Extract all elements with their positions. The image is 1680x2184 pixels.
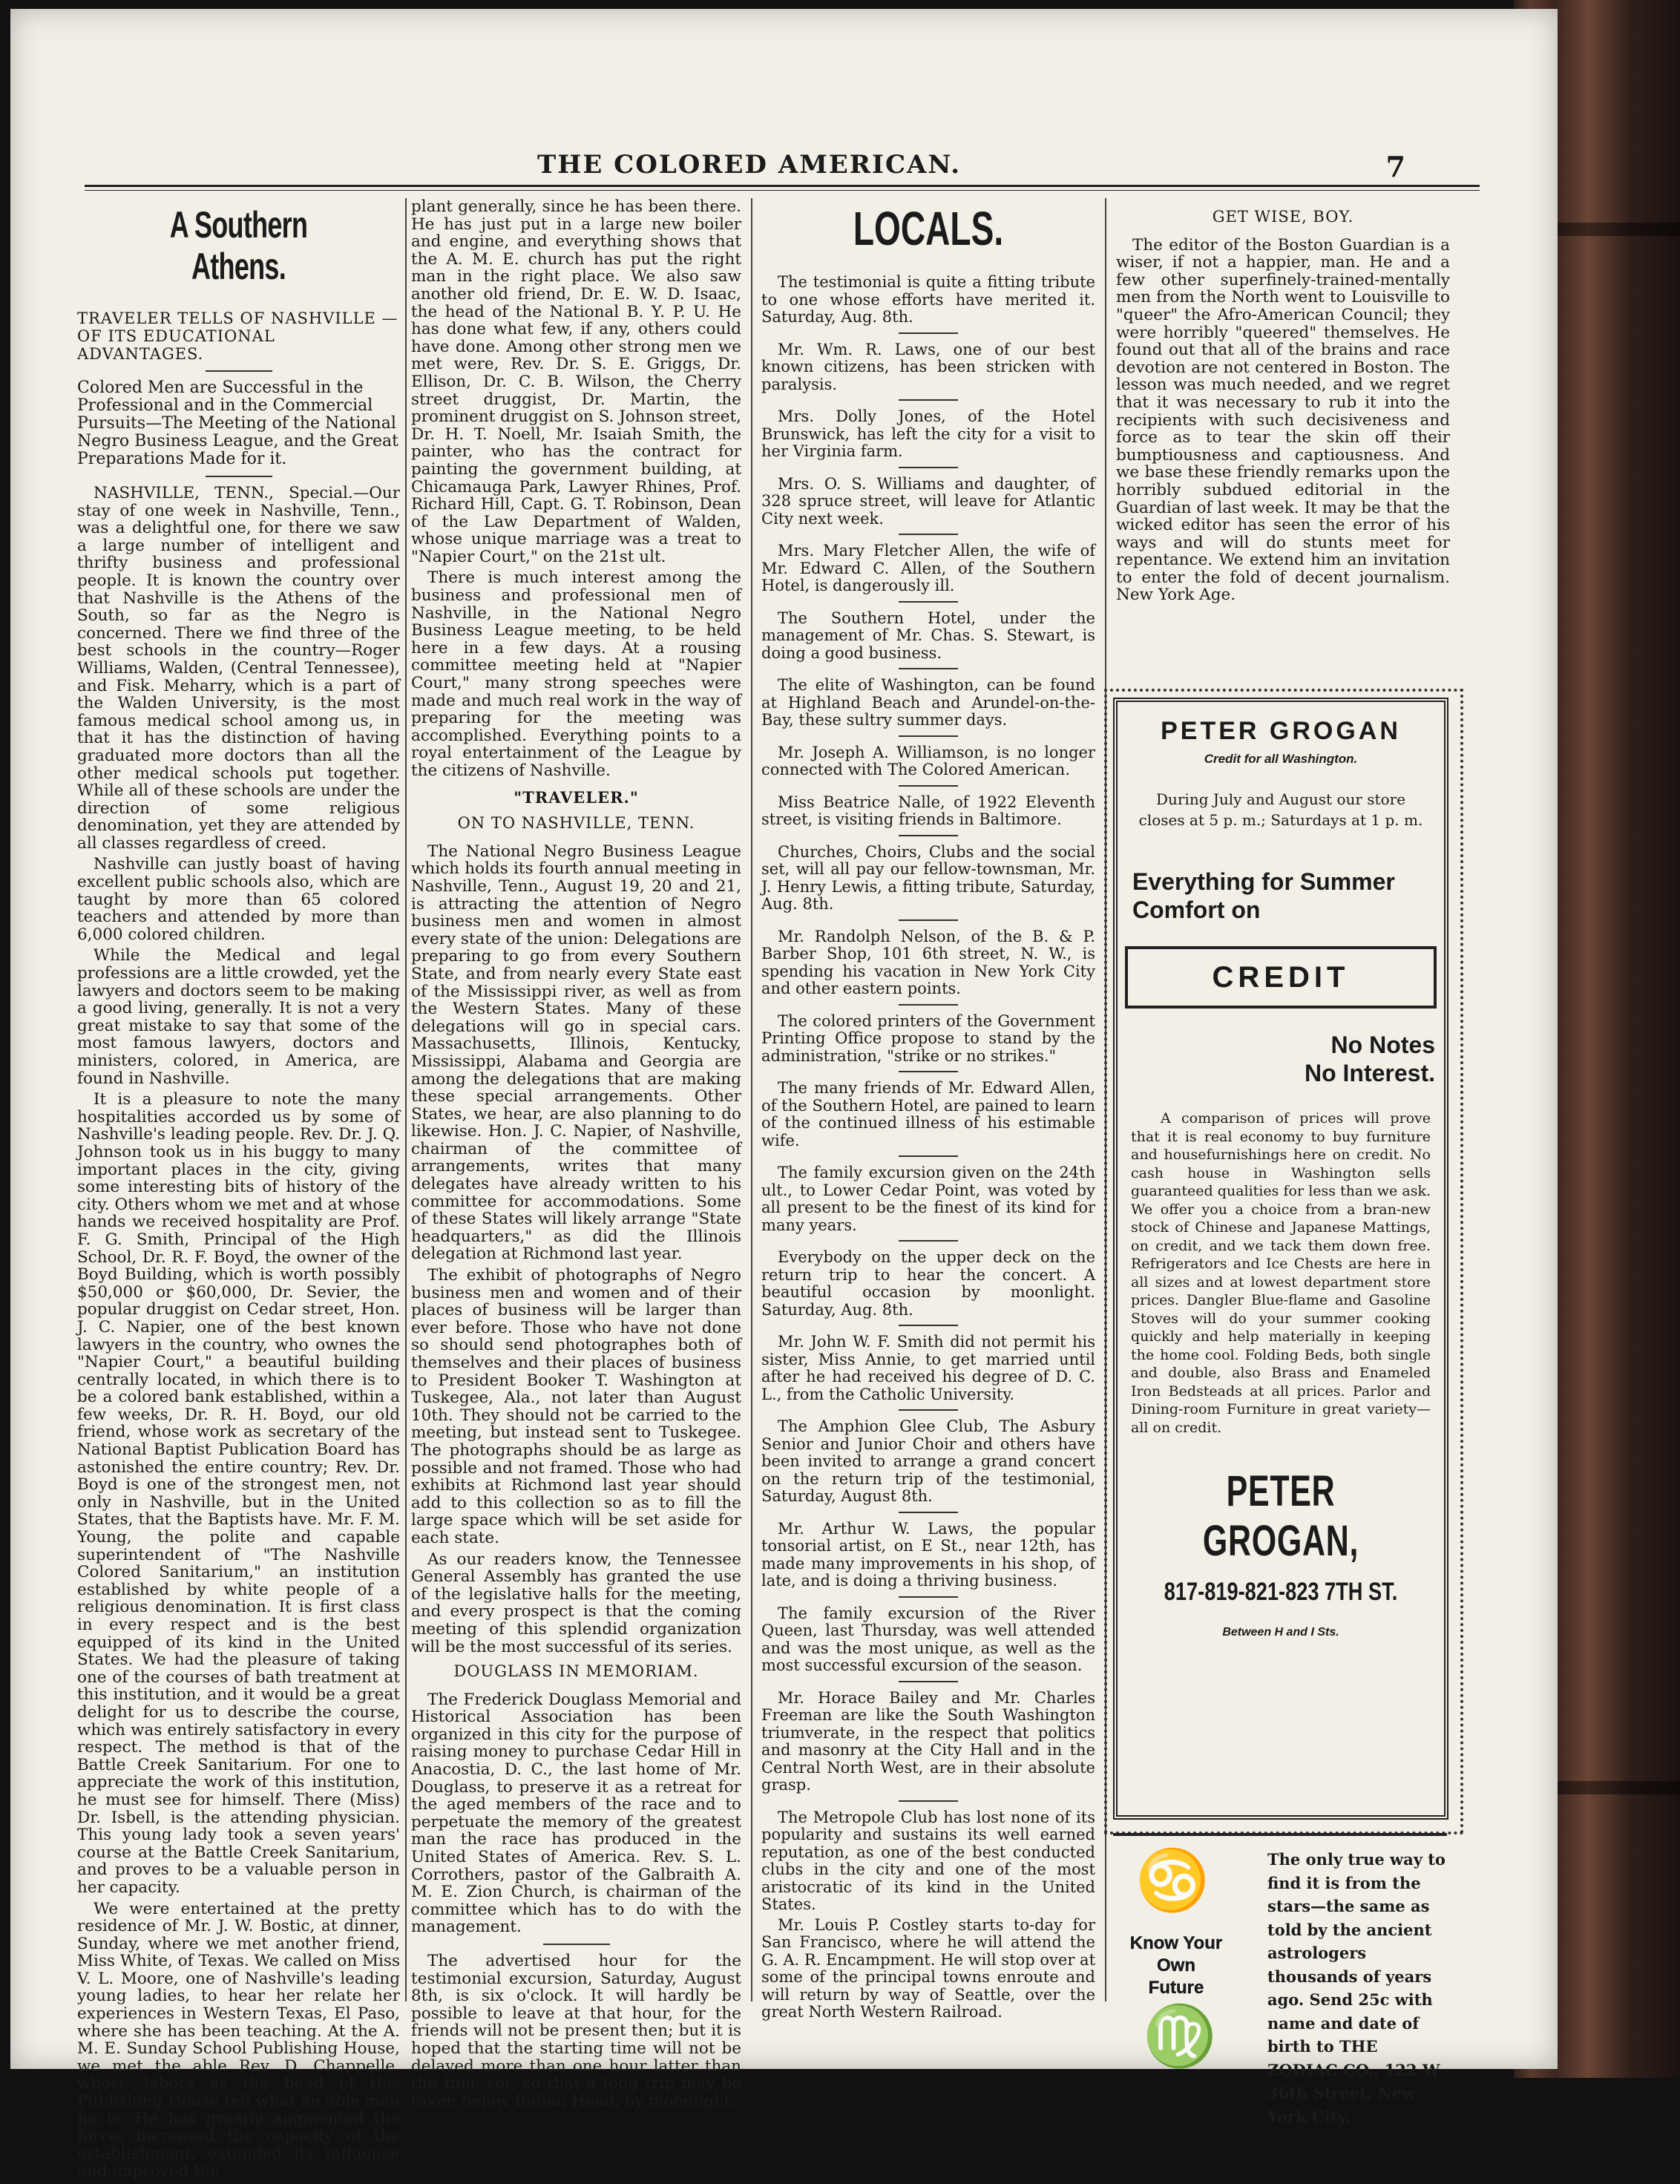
list-item: The family excursion given on the 24th ult., to Lower Cedar Point, was voted by all present to be the finest of its kind for many years. [761,1164,1095,1234]
page-number: 7 [1385,150,1405,183]
column-1 [77,198,400,2184]
ad-body: A comparison of prices will prove that it is real economy to buy furniture and housefurnishings here on credit. No cash house in Washington sells guaranteed qualities for less than we ask. We offer you a choice from a bran-new stock of Chinese and Japanese Mattings, on credit, and we tack them down free. Refrigerators and Ice Chests are here in all sizes and at lowest department store prices. Dangler Blue-flame and Gasoline Stoves will do your summer cooking quickly and help materially in keeping the home cool. Folding Beds, both single and double, also Brass and Enameled Iron Bedsteads at all prices. Parlor and Dining-room Furniture in great variety—all on credit. [1131,1110,1431,1436]
paragraph: There is much interest among the business and professional men of Nashville, in the National Negro Business League meeting, to be held here in a few days. At a rousing committee meeting held at "Napier Court," many strong speeches were made and much real work in the way of preparing for the meeting was accomplished. Everything points to a royal entertainment of the League by the citizens of Nashville. [411,568,741,780]
list-item: The Southern Hotel, under the management of Mr. Chas. S. Stewart, is doing a good business. [761,609,1095,662]
paragraph: Nashville can justly boast of having excellent public schools also, which are taught by more than 65 colored teachers and attended by more than 6,000 colored children. [77,855,400,944]
list-item: Mr. John W. F. Smith did not permit his sister, Miss Annie, to get married until after he had received his degree of D. C. L., from the Catholic University. [761,1333,1095,1403]
locals-headline: LOCALS. [853,202,1004,255]
ad-hours: During July and August our store closes at 5 p. m.; Saturdays at 1 p. m. [1138,790,1423,829]
divider [543,1944,610,1945]
ad-credit-box: CREDIT [1125,946,1437,1009]
virgo-icon: ♍ [1143,2001,1217,2070]
divider [206,370,272,372]
list-item: The elite of Washington, can be found at Highland Beach and Arundel-on-the-Bay, these sultry summer days. [761,676,1095,729]
paragraph: The advertised hour for the testimonial excursion, Saturday, August 8th, is six o'clock. It will hardly be possible to leave at that hour, for the friends will not be present then; but it is hoped that the starting time will not be delayed more than one hour latter than the time set, so that a long trip may be taken below Indian Head, by moonlight. [411,1952,741,2111]
ad-no-interest-line: No Interest. [1304,1060,1435,1086]
peter-grogan-ad [1113,698,1448,1820]
ad-between: Between H and I Sts. [1222,1626,1339,1639]
column-divider [751,198,752,2001]
list-item: Mrs. O. S. Williams and daughter, of 328 spruce street, will leave for Atlantic City next week. [761,474,1095,528]
list-item: The Metropole Club has lost none of its popularity and sustains its well earned reputation, as one of the best conducted clubs in the city and one of the most aristocratic of its kind in the United States. [761,1808,1095,1913]
ad-brand: PETER GROGAN [1161,717,1401,745]
paragraph: NASHVILLE, TENN., Special.—Our stay of one week in Nashville, Tenn., was a delightful one, for there we saw a large number of intelligent and thrifty business and professional people. It is known the country over that Nashville is the Athens of the South, so far as the Negro is concerned. There we find three of the best schools in the country—Roger Williams, Walden, (Central Tennessee), and Fisk. Meharry, which is a part of the Walden University, is the most famous medical school among us, in that it has the distinction of having graduated more doctors than all the other medical schools put together. While all of these schools are under the direction of some religious denomination, yet they are attended by all classes regardless of creed. [77,484,400,853]
signature: "TRAVELER." [513,787,639,807]
article-headline: A Southern Athens. [169,204,308,287]
paragraph: It is a pleasure to note the many hospitalities accorded us by some of Nashville's leading people. Rev. Dr. J. Q. Johnson took us in his buggy to many important places in the city, giving some interesting bits of history of the city. Others whom we met and at whose hands we received hospitality are Prof. F. G. Smith, Principal of the High School, Dr. R. F. Boyd, the owner of the Boyd Building, which is worth possibly $50,000 or $60,000, Dr. Sevier, the popular druggist on Cedar street, Hon. J. C. Napier, one of the best known lawyers in the country, who ownes the "Napier Court," a beautiful building centrally located, in which there is to be a colored bank established, within a few weeks, Dr. R. H. Boyd, our old friend, whose work as secretary of the National Baptist Publication Board has astonished the entire country; Rev. Dr. Boyd is one of the strongest men, not only in Nashville, but in the United States, that the Baptists have. Mr. F. M. Young, the polite and capable superintendent of "The Nashville Colored Sanitarium," an institution established by white people of a religious denomination. It is first class in every respect and is the best equipped of its kind in the United States. We had the pleasure of taking one of the courses of bath treatment at this institution, and it would be a great delight for us to describe the course, which was entirely satisfactory in every respect. The method is that of the Battle Creek Sanitarium. For one to appreciate the work of this institution, he must see for himself. There (Miss) Dr. Isbell, is the attending physician. This young lady took a seven years' course at the Battle Creek Sanitarium, and proves to be a valuable person in her capacity. [77,1090,400,1897]
list-item: Churches, Choirs, Clubs and the social set, will all pay our fellow-townsman, Mr. J. Henry Lewis, a fitting tribute, Saturday, Aug. 8th. [761,842,1095,913]
ad-address: 817-819-821-823 7TH ST. [1164,1578,1398,1606]
list-item: The colored printers of the Government Printing Office propose to stand by the administration, "strike or no strikes." [761,1011,1095,1065]
zodiac-text: The only true way to find it is from the stars—the same as told by the ancient astrologers thousands of years ago. Send 25c with name and date of birth to THE ZODIAC CO., 122 W 36th Street, New York City. [1267,1850,1446,2126]
paragraph: The exhibit of photographs of Negro business men and women and of their places of business will be larger than ever before. Those who have not done so should send photographes both of themselves and their places of business to President Booker T. Washington at Tuskegee, Ala., not later than August 10th. They should not be carried to the meeting, but instead sent to Tuskegee. The photographs should be as large as possible and not framed. Those who had exhibits at Richmond last year should add to this collection so as to fill the large space which will be set aside for each state. [411,1266,741,1547]
zodiac-ad [1113,1833,1447,2126]
list-item: Mr. Joseph A. Williamson, is no longer connected with The Colored American. [761,743,1095,778]
list-item: Miss Beatrice Nalle, of 1922 Eleventh street, is visiting friends in Baltimore. [761,793,1095,828]
article-subdeck: Colored Men are Successful in the Professional and in the Commercial Pursuits—The Meeting of the National Negro Business League, and the Great Preparations Made for it. [77,378,398,468]
list-item: Mr. Arthur W. Laws, the popular tonsorial artist, on E St., near 12th, has made many improvements in his shop, of late, and is doing a thriving business. [761,1519,1095,1590]
column-2 [411,198,741,2114]
paragraph: The editor of the Boston Guardian is a wiser, if not a happier, man. He and a few other superfinely-trained-mentally men from the North went to Louisville to "queer" the Afro-American Council; they were horribly "queered" themselves. He found out that all of the brains and race devotion are not centered in Boston. The lesson was much needed, and we regret that it was necessary to rub it into the recipients with such decisiveness and force as to tear the skin off their bumptiousness and captiousness. And we base these friendly remarks upon the horribly subdued editorial in the Guardian of last week. It may be that the wicked editor has seen the error of his ways and will do stunts meet for repentance. We extend him an invitation to enter the fold of decent journalism. New York Age. [1116,235,1450,605]
list-item: The Amphion Glee Club, The Asbury Senior and Junior Choir and others have been invited to arrange a grand concert on the return trip of the testimonial, Saturday, August 8th. [761,1417,1095,1505]
list-item: Mr. Randolph Nelson, of the B. & P. Barber Shop, 101 6th street, N. W., is spending his vacation in New York City and other eastern points. [761,927,1095,997]
list-item: Mrs. Dolly Jones, of the Hotel Brunswick, has left the city for a visit to her Virginia farm. [761,407,1095,460]
list-item: The family excursion of the River Queen, last Thursday, was well attended and was the most unique, as well as the most successful excursion of the season. [761,1604,1095,1674]
list-item: Mr. Wm. R. Laws, one of our best known citizens, has been stricken with paralysis. [761,340,1095,393]
list-item: Everybody on the upper deck on the return trip to hear the concert. A beautiful occasion by moonlight. Saturday, Aug. 8th. [761,1248,1095,1319]
list-item: The many friends of Mr. Edward Allen, of the Southern Hotel, are pained to learn of the continued illness of his estimable wife. [761,1079,1095,1150]
paragraph: As our readers know, the Tennessee General Assembly has granted the use of the legislative halls for the meeting, and every prospect is that the coming meeting of this splendid organization will be the most successful of its series. [411,1550,741,1656]
list-item: Mrs. Mary Fletcher Allen, the wife of Mr. Edward C. Allen, of the Southern Hotel, is dangerously ill. [761,542,1095,594]
ad-no-notes [1118,1031,1435,1087]
divider [206,476,272,477]
column-3 [761,198,1095,2024]
ad-tagline: Credit for all Washington. [1204,752,1358,766]
article-deck: TRAVELER TELLS OF NASHVILLE —OF ITS EDUCATIONAL ADVANTAGES. [77,309,398,363]
column-divider [405,198,407,2001]
list-item: Mr. Louis P. Costley starts to-day for San Francisco, where he will attend the G. A. R. Encampment. He will stop over at some of the principal towns enroute and will return by way of Seattle, over the great North Western Railroad. [761,1915,1096,2021]
ad-big-name: PETER GROGAN, [1202,1467,1359,1565]
paragraph: plant generally, since he has been there. He has just put in a large new boiler and engine, and everything shows that the A. M. E. church has put the right man in the right place. We also saw another old friend, Dr. E. W. D. Isaac, the head of the National B. Y. P. U. He has done what few, if any, others could have done. Among other strong men we met were, Rev. Dr. S. E. Griggs, Dr. Ellison, Dr. C. B. Wilson, the Cherry street druggist, Dr. Martin, the prominent druggist on S. Johnson street, Dr. H. T. Noell, Mr. Isaiah Smith, the painter, who has the contract for painting the government building, at Chicamauga Park, Lawyer Rhines, Prof. Richard Hill, Capt. G. T. Robinson, Dean of the Law Department of Walden, whose unique marriage was a treat to "Napier Court," on the 21st ult. [411,197,741,566]
column-4 [1116,198,1450,608]
masthead-rule [85,185,1480,187]
paragraph: We were entertained at the pretty residence of Mr. J. W. Bostic, at dinner, Sunday, where we met another friend, Miss White, of Texas. We called on Miss V. L. Moore, one of Nashville's leading young ladies, to hear her relate her experiences in Western Texas, El Paso, where she has been teaching. At the A. M. E. Sunday School Publishing House, we met the able Rev. D. Chappelle, whose labors as the head of this Publishing House tell what an able man he is. He has greatly augmented the force, increased the capacity of the establishment, extended its influence and improved the [77,1899,400,2181]
masthead [77,150,1472,187]
ad-no-notes-line: No Notes [1330,1032,1435,1058]
cancer-icon: ♋ [1135,1846,1210,1915]
paragraph: The National Negro Business League which holds its fourth annual meeting in Nashville, Tenn., August 19, 20 and 21, is attracting the attention of Negro business men and women in almost every state of the union: Delegations are preparing to go from every Southern State, and from nearly every State east of the Mississippi river, as well as from the Western States. Many of these delegations will go in special cars. Massachusetts, Illinois, Kentucky, Mississippi, Alabama and Georgia are among the delegations that are making these special arrangements. Other States, we hear, are also planning to do likewise. Hon. J. C. Napier, of Nashville, chairman of the committee of arrangements, writes that many delegates have already written to his committee for accommodations. Some of these States will likely arrange "State headquarters," as did the Illinois delegation at Richmond last year. [411,842,741,1264]
masthead-title: THE COLORED AMERICAN. [537,150,962,180]
paragraph: While the Medical and legal professions are a little crowded, yet the lawyers and doctors seem to be making a good living, generally. It is not a very great mistake to say that some of the most famous lawyers, doctors and ministers, colored, in America, are found in Nashville. [77,946,400,1088]
list-item: The testimonial is quite a fitting tribute to one whose efforts have merited it. Saturday, Aug. 8th. [761,273,1095,326]
section-subhead: DOUGLASS IN MEMORIAM. [453,1662,699,1681]
section-subhead: ON TO NASHVILLE, TENN. [457,814,695,833]
zodiac-know-your-future: Know Your Own Future [1129,1933,1223,1998]
section-subhead: GET WISE, BOY. [1212,208,1354,226]
paragraph: The Frederick Douglass Memorial and Historical Association has been organized in this city for the purpose of raising money to purchase Cedar Hill in Anacostia, D. C., the last home of Mr. Douglass, to preserve it as a retreat for the aged members of the race and to perpetuate the memory of the greatest man the race has produced in the United States of America. Rev. S. L. Corrothers, pastor of the Galbraith A. M. E. Zion Church, is chairman of the committee which has to do with the management. [411,1690,741,1937]
list-item: Mr. Horace Bailey and Mr. Charles Freeman are like the South Washington triumverate, in the respect that politics and masonry at the City Hall and in the Central North West, are in their absolute grasp. [761,1688,1095,1794]
masthead-rule-thin [85,190,1480,191]
ad-everything: Everything for Summer Comfort on [1132,868,1395,923]
